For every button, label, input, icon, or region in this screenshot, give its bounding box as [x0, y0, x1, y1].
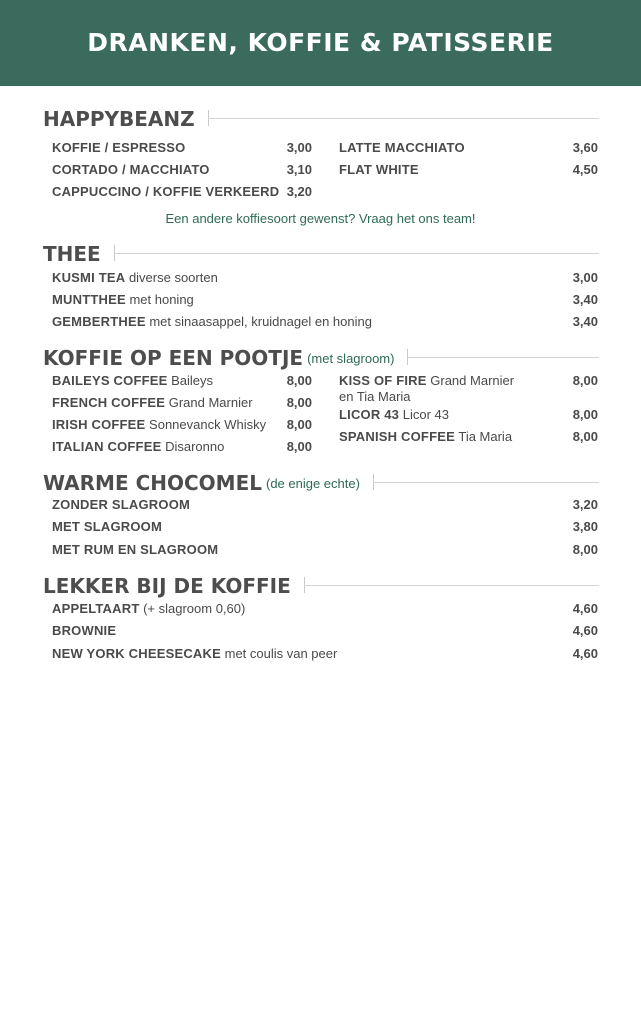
- item-price: 3,40: [572, 292, 598, 307]
- item-price: 3,00: [286, 140, 312, 155]
- item-price: 8,00: [286, 395, 312, 410]
- item-price: 4,60: [572, 601, 598, 616]
- menu-item: MET SLAGROOM: [52, 519, 163, 534]
- item-price: 3,20: [286, 184, 312, 199]
- item-price: 8,00: [572, 407, 598, 422]
- section-divider: [407, 347, 599, 369]
- menu-item: KISS OF FIRE Grand Marnier: [339, 373, 515, 388]
- menu-item: LATTE MACCHIATO: [339, 140, 465, 155]
- item-price: 3,10: [286, 162, 312, 177]
- item-price: 3,60: [572, 140, 598, 155]
- item-price: 4,60: [572, 623, 598, 638]
- item-price: 3,80: [572, 519, 598, 534]
- menu-item: MET RUM EN SLAGROOM: [52, 542, 219, 557]
- item-price: 3,00: [572, 270, 598, 285]
- menu-title: DRANKEN, KOFFIE & PATISSERIE: [87, 27, 554, 57]
- section-lekker-bij-de-koffie: [43, 573, 599, 667]
- section-divider: [208, 108, 599, 130]
- item-price: 8,00: [572, 542, 598, 557]
- menu-item: ZONDER SLAGROOM: [52, 497, 191, 512]
- section-divider: [373, 472, 599, 494]
- item-price: 8,00: [286, 417, 312, 432]
- section-title: WARME CHOCOMEL: [43, 471, 262, 495]
- menu-item: MUNTTHEE met honing: [52, 292, 194, 307]
- item-price: 4,50: [572, 162, 598, 177]
- menu-item: IRISH COFFEE Sonnevanck Whisky: [52, 417, 267, 432]
- menu-item: SPANISH COFFEE Tia Maria: [339, 429, 513, 444]
- menu-item: KUSMI TEA diverse soorten: [52, 270, 218, 285]
- section-note: (de enige echte): [265, 476, 360, 491]
- section-title: LEKKER BIJ DE KOFFIE: [43, 574, 291, 598]
- menu-item: FLAT WHITE: [339, 162, 419, 177]
- section-title: THEE: [43, 242, 101, 266]
- item-price: 8,00: [286, 439, 312, 454]
- menu-item: CORTADO / MACCHIATO: [52, 162, 210, 177]
- coffee-note: Een andere koffiesoort gewenst? Vraag het ons team!: [165, 211, 476, 226]
- section-divider: [114, 243, 599, 265]
- section-happybeanz: [43, 106, 599, 200]
- menu-item: BAILEYS COFFEE Baileys: [52, 373, 214, 388]
- section-koffie-op-een-pootje: [43, 345, 599, 469]
- item-price: 3,20: [572, 497, 598, 512]
- menu-item: LICOR 43 Licor 43: [339, 407, 449, 422]
- item-price: 4,60: [572, 646, 598, 661]
- menu-header: [0, 0, 641, 86]
- menu-item: KOFFIE / ESPRESSO: [52, 140, 186, 155]
- section-divider: [304, 575, 599, 597]
- menu-item: ITALIAN COFFEE Disaronno: [52, 439, 225, 454]
- section-warme-chocomel: [43, 470, 599, 564]
- menu-item: GEMBERTHEE met sinaasappel, kruidnagel en honing: [52, 314, 372, 329]
- item-price: 8,00: [572, 373, 598, 388]
- item-price: 8,00: [286, 373, 312, 388]
- section-title: HAPPYBEANZ: [43, 107, 195, 131]
- menu-item: CAPPUCCINO / KOFFIE VERKEERD: [52, 184, 280, 199]
- menu-item: FRENCH COFFEE Grand Marnier: [52, 395, 253, 410]
- item-price: 3,40: [572, 314, 598, 329]
- menu-item-desc-continued: en Tia Maria: [339, 389, 411, 404]
- section-note: (met slagroom): [307, 351, 395, 366]
- menu-item: APPELTAART (+ slagroom 0,60): [52, 601, 246, 616]
- menu-item: NEW YORK CHEESECAKE met coulis van peer: [52, 646, 338, 661]
- section-title: KOFFIE OP EEN POOTJE: [43, 346, 304, 370]
- menu-item: BROWNIE: [52, 623, 117, 638]
- section-thee: [43, 241, 599, 335]
- item-price: 8,00: [572, 429, 598, 444]
